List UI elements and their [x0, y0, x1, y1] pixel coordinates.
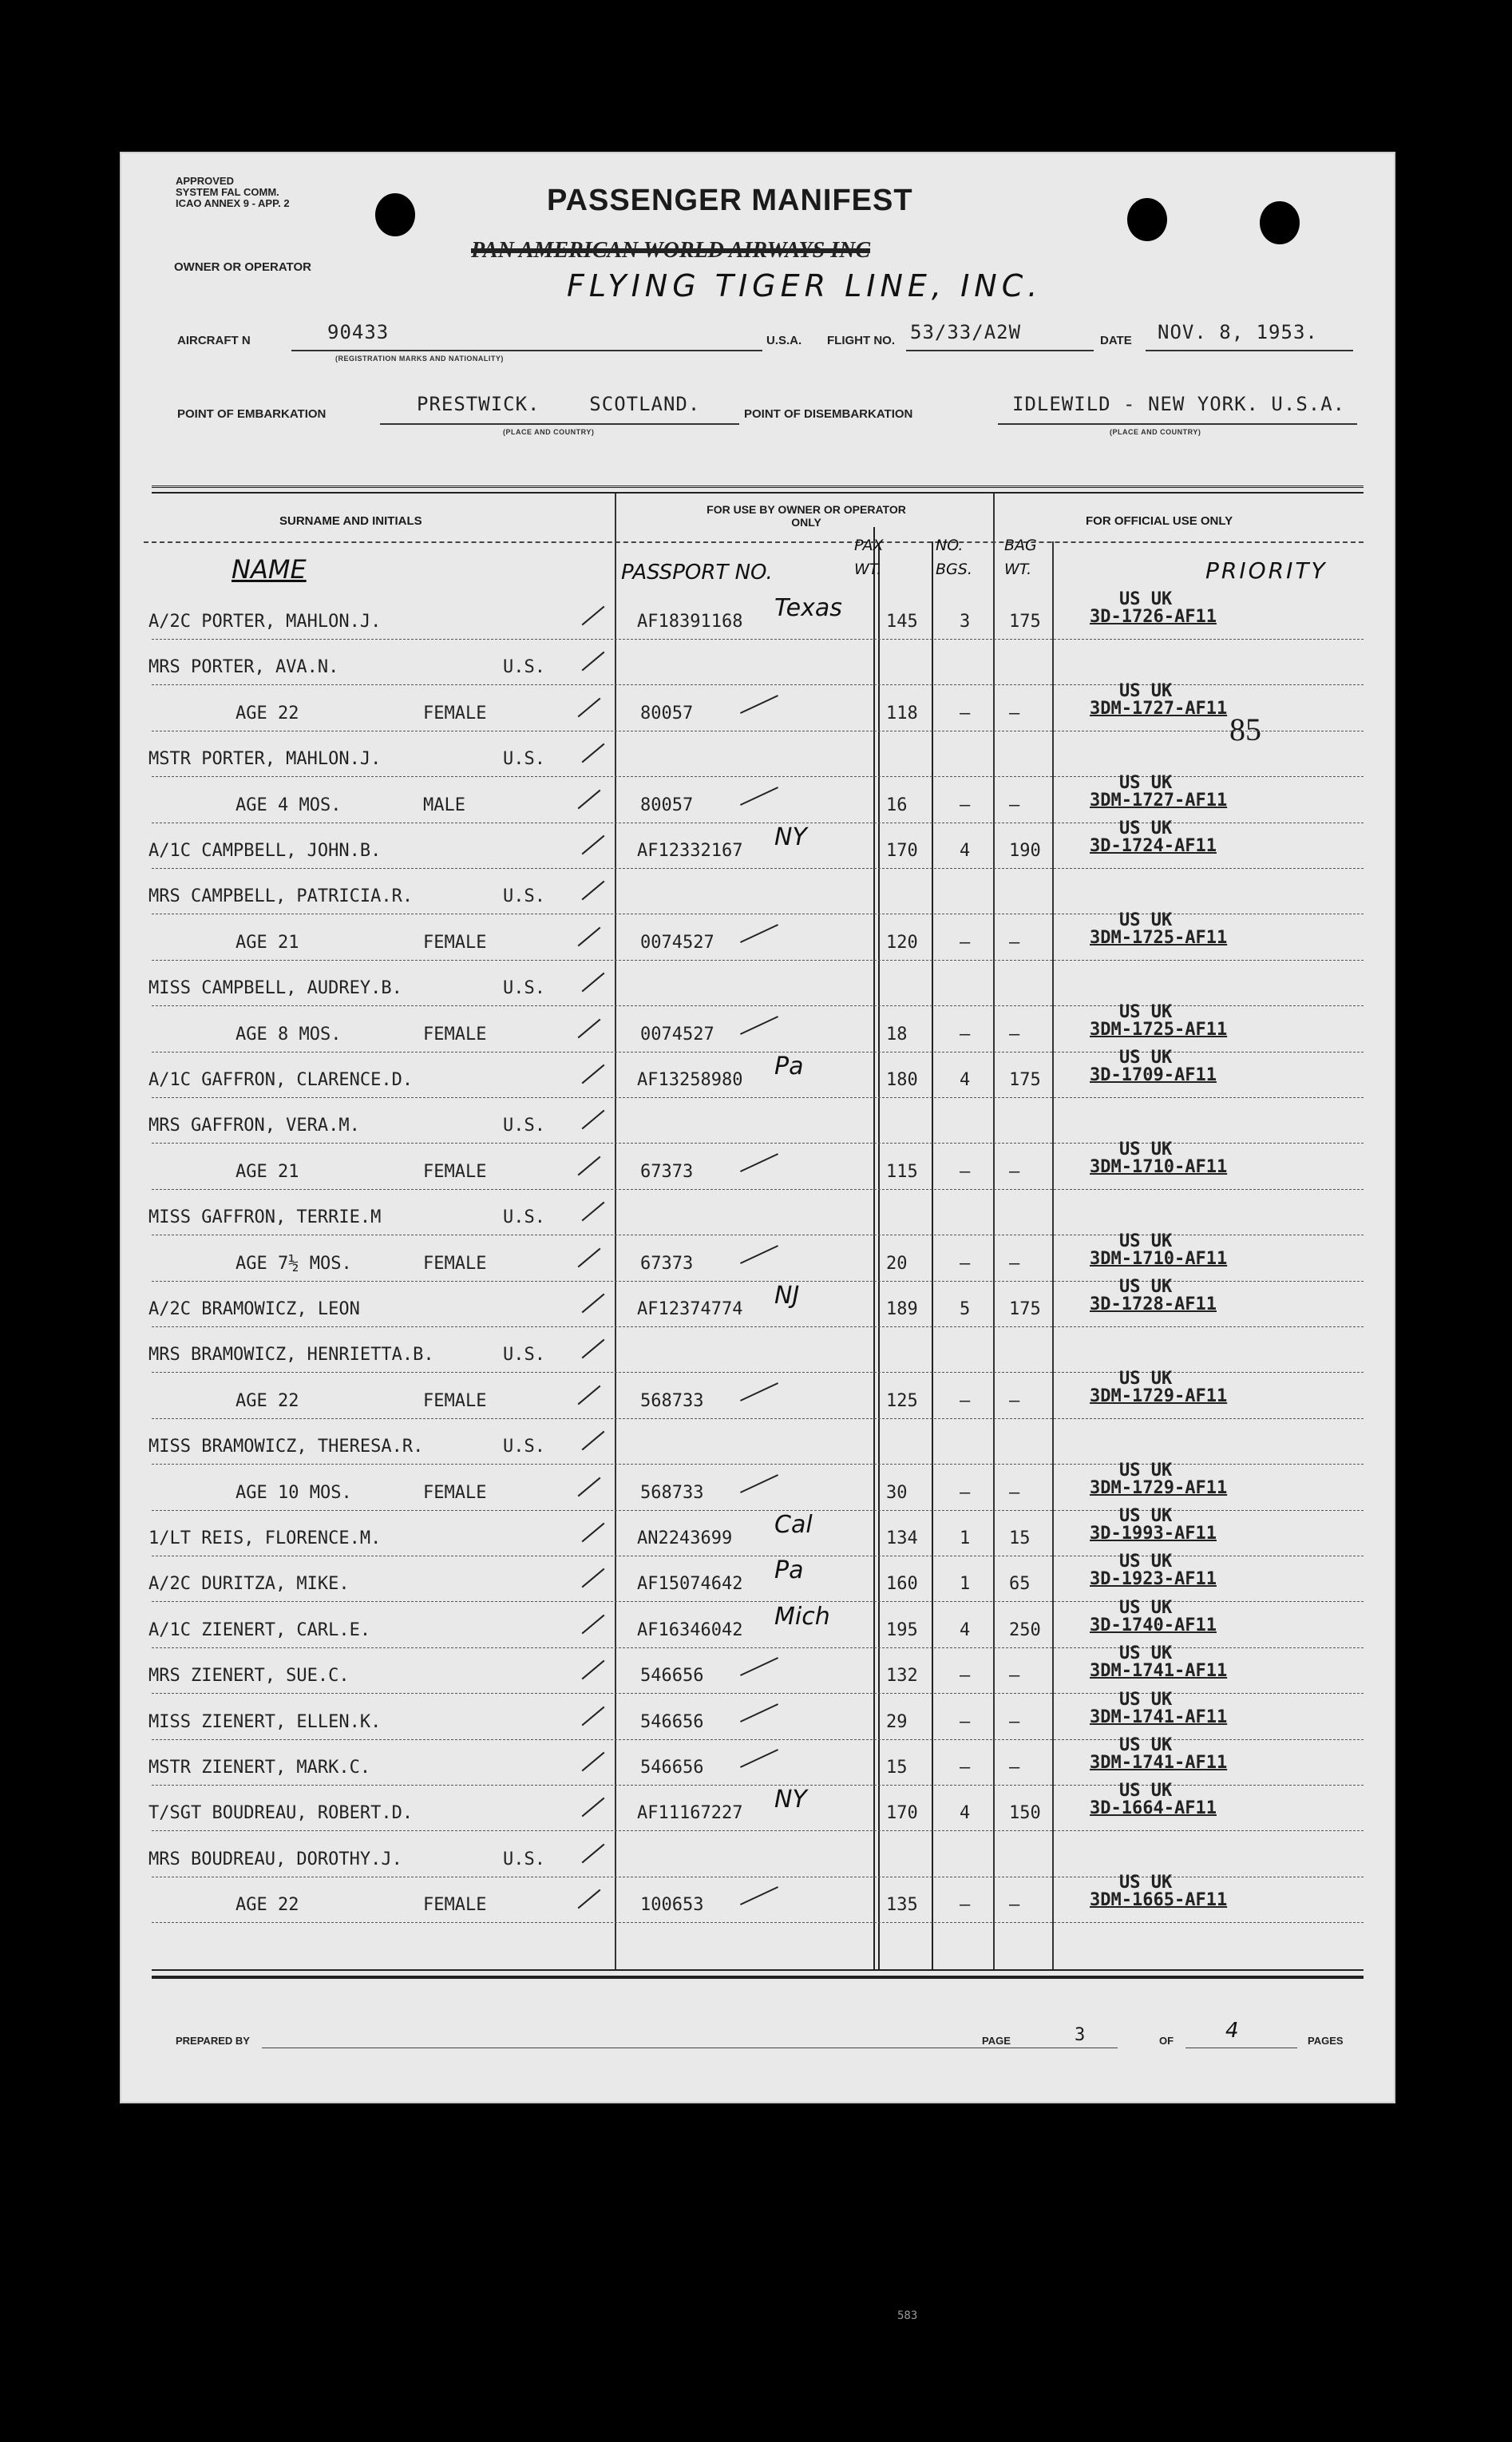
official-priority: 3DM-1741-AF11: [1090, 1707, 1228, 1727]
approval-block: [176, 176, 290, 209]
check-mark-icon: [740, 1474, 778, 1493]
official-priority: 3DM-1710-AF11: [1090, 1156, 1228, 1177]
passenger-name: A/2C BRAMOWICZ, LEON: [148, 1299, 360, 1319]
table-row: [120, 1190, 1395, 1235]
handwritten-state-note: Pa: [774, 1556, 804, 1585]
passport-number: AF12332167: [637, 841, 743, 861]
check-mark-icon: [740, 1153, 778, 1172]
pax-weight: 170: [886, 1803, 918, 1824]
check-mark-icon: [582, 835, 605, 855]
pax-weight: 189: [886, 1299, 918, 1319]
official-us-uk: US UK: [1119, 1231, 1173, 1251]
bag-count: 3: [960, 612, 971, 632]
check-mark-icon: [582, 1752, 605, 1772]
bag-weight: 65: [1009, 1574, 1031, 1595]
pax-weight: 170: [886, 841, 918, 861]
table-row: [120, 1419, 1395, 1465]
aircraft-sub-label: (REGISTRATION MARKS AND NATIONALITY): [335, 355, 504, 363]
passenger-name: A/1C CAMPBELL, JOHN.B.: [148, 841, 382, 861]
handwritten-state-note: NJ: [774, 1282, 800, 1310]
bag-count: 4: [960, 1619, 971, 1640]
official-priority: 3D-1923-AF11: [1090, 1569, 1217, 1590]
table-row: [120, 1048, 1395, 1098]
official-us-uk: US UK: [1119, 772, 1173, 793]
passport-number: AF13258980: [637, 1070, 743, 1090]
disembarkation-value: IDLEWILD - NEW YORK. U.S.A.: [1012, 393, 1346, 415]
table-row: [120, 1277, 1395, 1327]
passport-number: 546656: [640, 1711, 704, 1732]
page-label: PAGE: [982, 2035, 1011, 2047]
check-mark-icon: [582, 1339, 605, 1359]
table-row: [120, 1139, 1395, 1190]
passenger-nationality: FEMALE: [423, 1161, 487, 1182]
passenger-nationality: U.S.: [503, 1207, 545, 1228]
passenger-nationality: MALE: [423, 795, 465, 815]
bag-count: –: [960, 703, 971, 723]
official-priority: 3DM-1725-AF11: [1090, 927, 1228, 948]
passenger-nationality: FEMALE: [423, 1024, 487, 1045]
page-total: 4: [1225, 2019, 1239, 2043]
check-mark-icon: [582, 1110, 605, 1130]
passenger-nationality: FEMALE: [423, 1253, 487, 1274]
check-mark-icon: [582, 1614, 605, 1634]
check-mark-icon: [740, 1382, 778, 1401]
passenger-nationality: U.S.: [503, 1437, 545, 1457]
bag-weight: 15: [1009, 1528, 1031, 1548]
check-mark-icon: [740, 1245, 778, 1264]
check-mark-icon: [582, 743, 605, 763]
official-us-uk: US UK: [1119, 680, 1173, 701]
approval-line: SYSTEM FAL COMM.: [176, 186, 279, 198]
passenger-name: AGE 21: [236, 1161, 299, 1182]
passenger-name: AGE 7½ MOS.: [236, 1253, 352, 1274]
passport-number: 0074527: [640, 932, 714, 953]
table-row: [120, 1597, 1395, 1648]
check-mark-icon: [582, 1523, 605, 1543]
bag-weight: –: [1009, 932, 1020, 953]
official-priority: 3D-1726-AF11: [1090, 607, 1217, 627]
bag-count: –: [960, 1758, 971, 1778]
bag-count: –: [960, 795, 971, 815]
bag-count: –: [960, 1895, 971, 1916]
owner-handwritten: FLYING TIGER LINE, INC.: [567, 268, 1043, 303]
passport-number: 546656: [640, 1666, 704, 1687]
check-mark-icon: [578, 1889, 601, 1909]
official-priority: 3D-1993-AF11: [1090, 1524, 1217, 1544]
official-priority: 3DM-1741-AF11: [1090, 1753, 1228, 1773]
check-mark-icon: [578, 697, 601, 717]
check-mark-icon: [740, 1016, 778, 1035]
passport-number: 80057: [640, 795, 694, 815]
official-us-uk: US UK: [1119, 1506, 1173, 1526]
pax-weight: 118: [886, 703, 918, 723]
passenger-nationality: FEMALE: [423, 703, 487, 723]
bag-weight: 150: [1009, 1803, 1041, 1824]
passenger-name: AGE 22: [236, 1895, 299, 1916]
check-mark-icon: [740, 1886, 778, 1905]
bag-weight: –: [1009, 795, 1020, 815]
bag-count: 1: [960, 1574, 971, 1595]
approval-line: APPROVED: [176, 175, 234, 187]
passenger-nationality: FEMALE: [423, 932, 487, 953]
official-us-uk: US UK: [1119, 1048, 1173, 1068]
passenger-nationality: U.S.: [503, 749, 545, 770]
table-row: [120, 1781, 1395, 1831]
handwritten-state-note: NY: [774, 1786, 807, 1814]
passenger-name: MISS GAFFRON, TERRIE.M: [148, 1207, 382, 1228]
table-row: [120, 910, 1395, 961]
bag-count: 1: [960, 1528, 971, 1548]
prepared-by-label: PREPARED BY: [176, 2035, 250, 2047]
official-priority: 3D-1724-AF11: [1090, 836, 1217, 856]
passenger-name: A/2C DURITZA, MIKE.: [148, 1574, 350, 1595]
passenger-name: AGE 10 MOS.: [236, 1482, 352, 1503]
check-mark-icon: [582, 1202, 605, 1222]
table-row: [120, 869, 1395, 914]
passport-number: 80057: [640, 703, 694, 723]
passenger-name: MISS ZIENERT, ELLEN.K.: [148, 1711, 382, 1732]
bag-weight: 175: [1009, 1299, 1041, 1319]
passenger-name: A/1C ZIENERT, CARL.E.: [148, 1619, 371, 1640]
bag-count: –: [960, 932, 971, 953]
passenger-nationality: FEMALE: [423, 1895, 487, 1916]
table-bottom-border: [152, 1969, 1364, 1971]
official-priority: 3DM-1665-AF11: [1090, 1890, 1228, 1911]
passport-number: 546656: [640, 1758, 704, 1778]
passenger-name: MSTR PORTER, MAHLON.J.: [148, 749, 382, 770]
table-row: [120, 772, 1395, 823]
passenger-nationality: U.S.: [503, 1116, 545, 1136]
passport-number: 0074527: [640, 1024, 714, 1045]
passenger-nationality: U.S.: [503, 657, 545, 678]
pax-weight: 135: [886, 1895, 918, 1916]
passport-number: 67373: [640, 1253, 694, 1274]
handwritten-state-note: Pa: [774, 1053, 804, 1080]
hand-passport-header: PASSPORT NO.: [621, 561, 773, 585]
check-mark-icon: [582, 1064, 605, 1084]
bag-weight: –: [1009, 1711, 1020, 1732]
passport-number: AF16346042: [637, 1619, 743, 1640]
table-row: [120, 640, 1395, 685]
bag-weight: –: [1009, 1161, 1020, 1182]
official-priority: 3DM-1725-AF11: [1090, 1019, 1228, 1040]
bag-weight: –: [1009, 1895, 1020, 1916]
bag-weight: –: [1009, 1024, 1020, 1045]
passenger-name: MRS CAMPBELL, PATRICIA.R.: [148, 886, 414, 907]
official-priority: 3D-1664-AF11: [1090, 1798, 1217, 1819]
passenger-name: AGE 4 MOS.: [236, 795, 342, 815]
official-priority: 3DM-1741-AF11: [1090, 1661, 1228, 1682]
passenger-nationality: U.S.: [503, 886, 545, 907]
passenger-name: AGE 22: [236, 703, 299, 723]
pax-weight: 120: [886, 932, 918, 953]
bag-weight: –: [1009, 1758, 1020, 1778]
check-mark-icon: [578, 1018, 601, 1038]
passenger-name: A/1C GAFFRON, CLARENCE.D.: [148, 1070, 414, 1090]
handwritten-state-note: NY: [774, 823, 807, 851]
check-mark-icon: [582, 973, 605, 993]
bag-weight: 175: [1009, 1070, 1041, 1090]
bag-count: –: [960, 1666, 971, 1687]
official-priority: 3DM-1729-AF11: [1090, 1477, 1228, 1498]
official-priority: 3DM-1727-AF11: [1090, 790, 1228, 811]
table-row: [120, 1001, 1395, 1053]
pax-weight: 195: [886, 1619, 918, 1640]
bag-count: 4: [960, 1803, 971, 1824]
passenger-name: AGE 22: [236, 1390, 299, 1411]
official-priority: 3D-1728-AF11: [1090, 1294, 1217, 1314]
passenger-name: MRS ZIENERT, SUE.C.: [148, 1666, 350, 1687]
bag-weight: –: [1009, 703, 1020, 723]
hand-priority-header: PRIORITY: [1205, 557, 1328, 584]
passenger-name: MSTR ZIENERT, MARK.C.: [148, 1758, 371, 1778]
table-row: [120, 1552, 1395, 1602]
official-us-uk: US UK: [1119, 1643, 1173, 1664]
passenger-nationality: U.S.: [503, 1849, 545, 1869]
official-us-uk: US UK: [1119, 1781, 1173, 1802]
check-mark-icon: [578, 1477, 601, 1497]
check-mark-icon: [582, 1798, 605, 1818]
passport-number: 568733: [640, 1482, 704, 1503]
check-mark-icon: [582, 652, 605, 672]
bag-weight: –: [1009, 1482, 1020, 1503]
official-priority: 3DM-1729-AF11: [1090, 1386, 1228, 1406]
table-row: [120, 1643, 1395, 1694]
handwritten-state-note: Mich: [774, 1602, 830, 1631]
punch-hole: [375, 193, 415, 236]
check-mark-icon: [740, 924, 778, 943]
handwritten-state-note: Cal: [774, 1511, 813, 1539]
passenger-nationality: U.S.: [503, 1345, 545, 1366]
hand-pax-header: PAX WT.: [854, 537, 884, 578]
table-row: [120, 1327, 1395, 1373]
passenger-name: 1/LT REIS, FLORENCE.M.: [148, 1528, 382, 1548]
official-us-uk: US UK: [1119, 589, 1173, 609]
check-mark-icon: [578, 926, 601, 946]
check-mark-icon: [582, 1431, 605, 1451]
passport-number: AF18391168: [637, 612, 743, 632]
aircraft-label: AIRCRAFT N: [177, 334, 251, 347]
table-row: [120, 680, 1395, 731]
embarkation-label: POINT OF EMBARKATION: [177, 407, 327, 421]
passenger-name: MISS CAMPBELL, AUDREY.B.: [148, 978, 402, 999]
col-official-header: FOR OFFICIAL USE ONLY: [1086, 514, 1233, 528]
passenger-nationality: U.S.: [503, 978, 545, 999]
manifest-sheet: [120, 152, 1395, 2103]
pax-weight: 134: [886, 1528, 918, 1548]
passenger-nationality: FEMALE: [423, 1482, 487, 1503]
table-top-border: [152, 486, 1364, 488]
pax-weight: 15: [886, 1758, 908, 1778]
check-mark-icon: [582, 881, 605, 901]
bag-count: –: [960, 1024, 971, 1045]
bag-count: –: [960, 1161, 971, 1182]
table-row: [120, 1735, 1395, 1786]
disembarkation-sub-label: (PLACE AND COUNTRY): [1110, 428, 1201, 436]
film-frame-mark: 583: [897, 2309, 918, 2322]
passenger-name: MRS BRAMOWICZ, HENRIETTA.B.: [148, 1345, 434, 1366]
official-us-uk: US UK: [1119, 1689, 1173, 1710]
official-us-uk: US UK: [1119, 1597, 1173, 1618]
passenger-name: MRS GAFFRON, VERA.M.: [148, 1116, 360, 1136]
check-mark-icon: [740, 1703, 778, 1722]
bag-count: 4: [960, 1070, 971, 1090]
pages-label: PAGES: [1308, 2035, 1344, 2047]
pax-weight: 115: [886, 1161, 918, 1182]
pax-weight: 145: [886, 612, 918, 632]
official-us-uk: US UK: [1119, 910, 1173, 930]
official-us-uk: US UK: [1119, 1735, 1173, 1755]
official-priority: 3DM-1727-AF11: [1090, 698, 1228, 719]
check-mark-icon: [740, 787, 778, 806]
bag-weight: –: [1009, 1390, 1020, 1411]
table-row: [120, 1460, 1395, 1511]
passenger-name: MRS PORTER, AVA.N.: [148, 657, 339, 678]
table-row: [120, 1873, 1395, 1923]
date-value: NOV. 8, 1953.: [1158, 321, 1318, 343]
date-label: DATE: [1100, 334, 1132, 347]
check-mark-icon: [740, 695, 778, 714]
aircraft-value: 90433: [327, 321, 390, 343]
passport-number: 568733: [640, 1390, 704, 1411]
check-mark-icon: [582, 1706, 605, 1726]
table-row: [120, 1368, 1395, 1419]
pax-weight: 16: [886, 795, 908, 815]
check-mark-icon: [578, 1156, 601, 1175]
passport-number: 67373: [640, 1161, 694, 1182]
hand-name-header: NAME: [232, 554, 307, 585]
bag-weight: 175: [1009, 612, 1041, 632]
table-row: [120, 1689, 1395, 1740]
check-mark-icon: [582, 1660, 605, 1680]
col-surname-header: SURNAME AND INITIALS: [279, 514, 422, 528]
bag-count: 4: [960, 841, 971, 861]
check-mark-icon: [582, 1843, 605, 1863]
passenger-nationality: FEMALE: [423, 1390, 487, 1411]
bag-weight: –: [1009, 1666, 1020, 1687]
pax-weight: 132: [886, 1666, 918, 1687]
col-owner-header: FOR USE BY OWNER OR OPERATOR ONLY: [707, 503, 906, 529]
table-row: [120, 731, 1395, 777]
pax-weight: 180: [886, 1070, 918, 1090]
pax-weight: 18: [886, 1024, 908, 1045]
owner-label: OWNER OR OPERATOR: [174, 260, 311, 274]
official-priority: 3DM-1710-AF11: [1090, 1248, 1228, 1269]
pax-weight: 125: [886, 1390, 918, 1411]
passport-number: AF12374774: [637, 1299, 743, 1319]
check-mark-icon: [582, 1294, 605, 1314]
passport-number: 100653: [640, 1895, 704, 1916]
punch-hole: [1260, 201, 1300, 244]
passport-number: AF15074642: [637, 1574, 743, 1595]
bag-count: –: [960, 1253, 971, 1274]
passenger-name: AGE 8 MOS.: [236, 1024, 342, 1045]
check-mark-icon: [582, 1568, 605, 1588]
official-priority: 3D-1709-AF11: [1090, 1065, 1217, 1085]
bag-count: –: [960, 1482, 971, 1503]
check-mark-icon: [578, 1385, 601, 1405]
table-row: [120, 819, 1395, 869]
official-us-uk: US UK: [1119, 819, 1173, 838]
passport-number: AN2243699: [637, 1528, 733, 1548]
pax-weight: 20: [886, 1253, 908, 1274]
official-us-uk: US UK: [1119, 1873, 1173, 1893]
passenger-name: T/SGT BOUDREAU, ROBERT.D.: [148, 1803, 414, 1824]
passenger-name: MISS BRAMOWICZ, THERESA.R.: [148, 1437, 424, 1457]
flight-label: FLIGHT NO.: [827, 334, 895, 347]
official-us-uk: US UK: [1119, 1139, 1173, 1160]
pax-weight: 160: [886, 1574, 918, 1595]
page-number: 3: [1075, 2025, 1086, 2045]
disembarkation-label: POINT OF DISEMBARKATION: [744, 407, 913, 421]
official-us-uk: US UK: [1119, 1001, 1173, 1022]
check-mark-icon: [740, 1657, 778, 1676]
bag-count: 5: [960, 1299, 971, 1319]
official-us-uk: US UK: [1119, 1277, 1173, 1297]
pax-weight: 29: [886, 1711, 908, 1732]
passenger-name: A/2C PORTER, MAHLON.J.: [148, 612, 382, 632]
punch-hole: [1127, 198, 1167, 241]
check-mark-icon: [578, 1247, 601, 1267]
table-row: [120, 1098, 1395, 1144]
bag-count: –: [960, 1711, 971, 1732]
page-title: PASSENGER MANIFEST: [547, 184, 913, 217]
bag-weight: –: [1009, 1253, 1020, 1274]
table-row: [120, 961, 1395, 1006]
check-mark-icon: [582, 606, 605, 626]
handwritten-state-note: Texas: [774, 594, 842, 622]
check-mark-icon: [740, 1749, 778, 1768]
pax-weight: 30: [886, 1482, 908, 1503]
usa-label: U.S.A.: [766, 334, 802, 347]
passport-number: AF11167227: [637, 1803, 743, 1824]
official-us-uk: US UK: [1119, 1460, 1173, 1481]
of-label: OF: [1159, 2035, 1174, 2047]
embarkation-value: PRESTWICK. SCOTLAND.: [417, 393, 701, 415]
hand-bag-header: BAG WT.: [1004, 537, 1037, 578]
bag-weight: 250: [1009, 1619, 1041, 1640]
approval-line: ICAO ANNEX 9 - APP. 2: [176, 197, 290, 209]
official-priority: 3D-1740-AF11: [1090, 1615, 1217, 1635]
table-row: [120, 1231, 1395, 1282]
table-row: [120, 1832, 1395, 1877]
passenger-name: AGE 21: [236, 932, 299, 953]
table-row: [120, 589, 1395, 640]
table-row: [120, 1506, 1395, 1556]
embarkation-sub-label: (PLACE AND COUNTRY): [503, 428, 595, 436]
bag-count: –: [960, 1390, 971, 1411]
hand-bgs-header: NO. BGS.: [936, 537, 972, 578]
margin-note: 85: [1229, 712, 1261, 747]
check-mark-icon: [578, 789, 601, 809]
official-us-uk: US UK: [1119, 1368, 1173, 1389]
owner-crossed-out: PAN AMERICAN WORLD AIRWAYS INC: [471, 238, 871, 263]
flight-value: 53/33/A2W: [910, 321, 1022, 343]
passenger-name: MRS BOUDREAU, DOROTHY.J.: [148, 1849, 402, 1869]
bag-weight: 190: [1009, 841, 1041, 861]
official-us-uk: US UK: [1119, 1552, 1173, 1572]
